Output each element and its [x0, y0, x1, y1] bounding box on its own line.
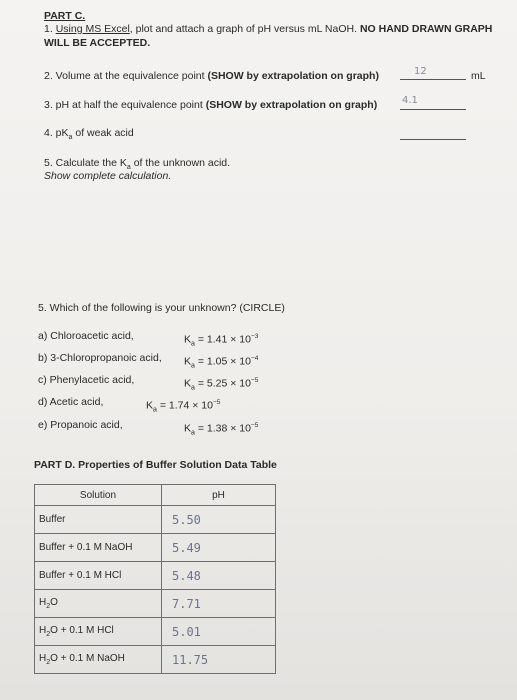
question-5-instruction: Show complete calculation.	[44, 170, 172, 182]
q3-answer-line	[400, 109, 466, 110]
table-row	[35, 562, 276, 590]
q2-unit: mL	[471, 70, 486, 82]
solution-cell: $H_2O$	[35, 590, 162, 618]
question-2: 2. Volume at the equivalence point (SHOW by extrapolation on graph)	[44, 70, 379, 82]
option-d: d) Acetic acid,	[38, 396, 104, 408]
q2-answer-line	[400, 79, 466, 80]
ph-cell: 5.50	[162, 506, 276, 534]
solution-column-header: Solution	[35, 485, 162, 506]
buffer-data-table	[34, 484, 276, 674]
question-4: 4. $pK_a$ of weak acid	[44, 127, 134, 142]
ph-cell: 11.75	[162, 646, 276, 674]
option-a: a) Chloroacetic acid,	[38, 330, 134, 342]
question-1: 1. Using MS Excel, plot and attach a graph of pH versus mL NaOH. NO HAND DRAWN GRAPH	[44, 23, 493, 35]
option-c: c) Phenylacetic acid,	[38, 374, 135, 386]
option-c-ka: $K_a = 5.25 \times 10^{-5}$	[184, 377, 259, 392]
question-1-continued: WILL BE ACCEPTED.	[44, 37, 151, 49]
solution-cell: Buffer	[35, 506, 162, 534]
option-a-ka: $K_a = 1.41 \times 10^{-3}$	[184, 333, 259, 348]
part-d-heading: PART D. Properties of Buffer Solution Data Table	[34, 459, 277, 471]
q2-handwritten-answer: 12	[414, 66, 427, 77]
solution-cell: Buffer + 0.1 M NaOH	[35, 534, 162, 562]
ph-cell: 5.48	[162, 562, 276, 590]
table-row	[35, 506, 276, 534]
question-5-calc: 5. Calculate the $K_a$ of the unknown acid.	[44, 157, 231, 172]
option-b: b) 3-Chloropropanoic acid,	[38, 352, 162, 364]
part-c-heading: PART C.	[44, 10, 86, 22]
q3-handwritten-answer: 4.1	[402, 95, 418, 106]
table-row	[35, 534, 276, 562]
ph-cell: 5.49	[162, 534, 276, 562]
solution-cell: $H_2O + 0.1$ M NaOH	[35, 646, 162, 674]
solution-cell: Buffer + 0.1 M HCl	[35, 562, 162, 590]
ph-column-header: pH	[162, 485, 276, 506]
question-3: 3. pH at half the equivalence point (SHOW by extrapolation on graph)	[44, 99, 378, 111]
option-d-ka: $K_a = 1.74 \times 10^{-5}$	[146, 399, 221, 414]
table-row	[35, 618, 276, 646]
table-row	[35, 646, 276, 674]
q4-answer-line	[400, 139, 466, 140]
option-b-ka: $K_a = 1.05 \times 10^{-4}$	[184, 355, 259, 370]
ph-cell: 7.71	[162, 590, 276, 618]
solution-cell: $H_2O + 0.1$ M HCl	[35, 618, 162, 646]
option-e-ka: $K_a = 1.38 \times 10^{-5}$	[184, 422, 259, 437]
question-5-choice: 5. Which of the following is your unknown? (CIRCLE)	[38, 302, 285, 314]
table-header-row	[35, 485, 276, 506]
table-row	[35, 590, 276, 618]
ph-cell: 5.01	[162, 618, 276, 646]
option-e: e) Propanoic acid,	[38, 419, 123, 431]
